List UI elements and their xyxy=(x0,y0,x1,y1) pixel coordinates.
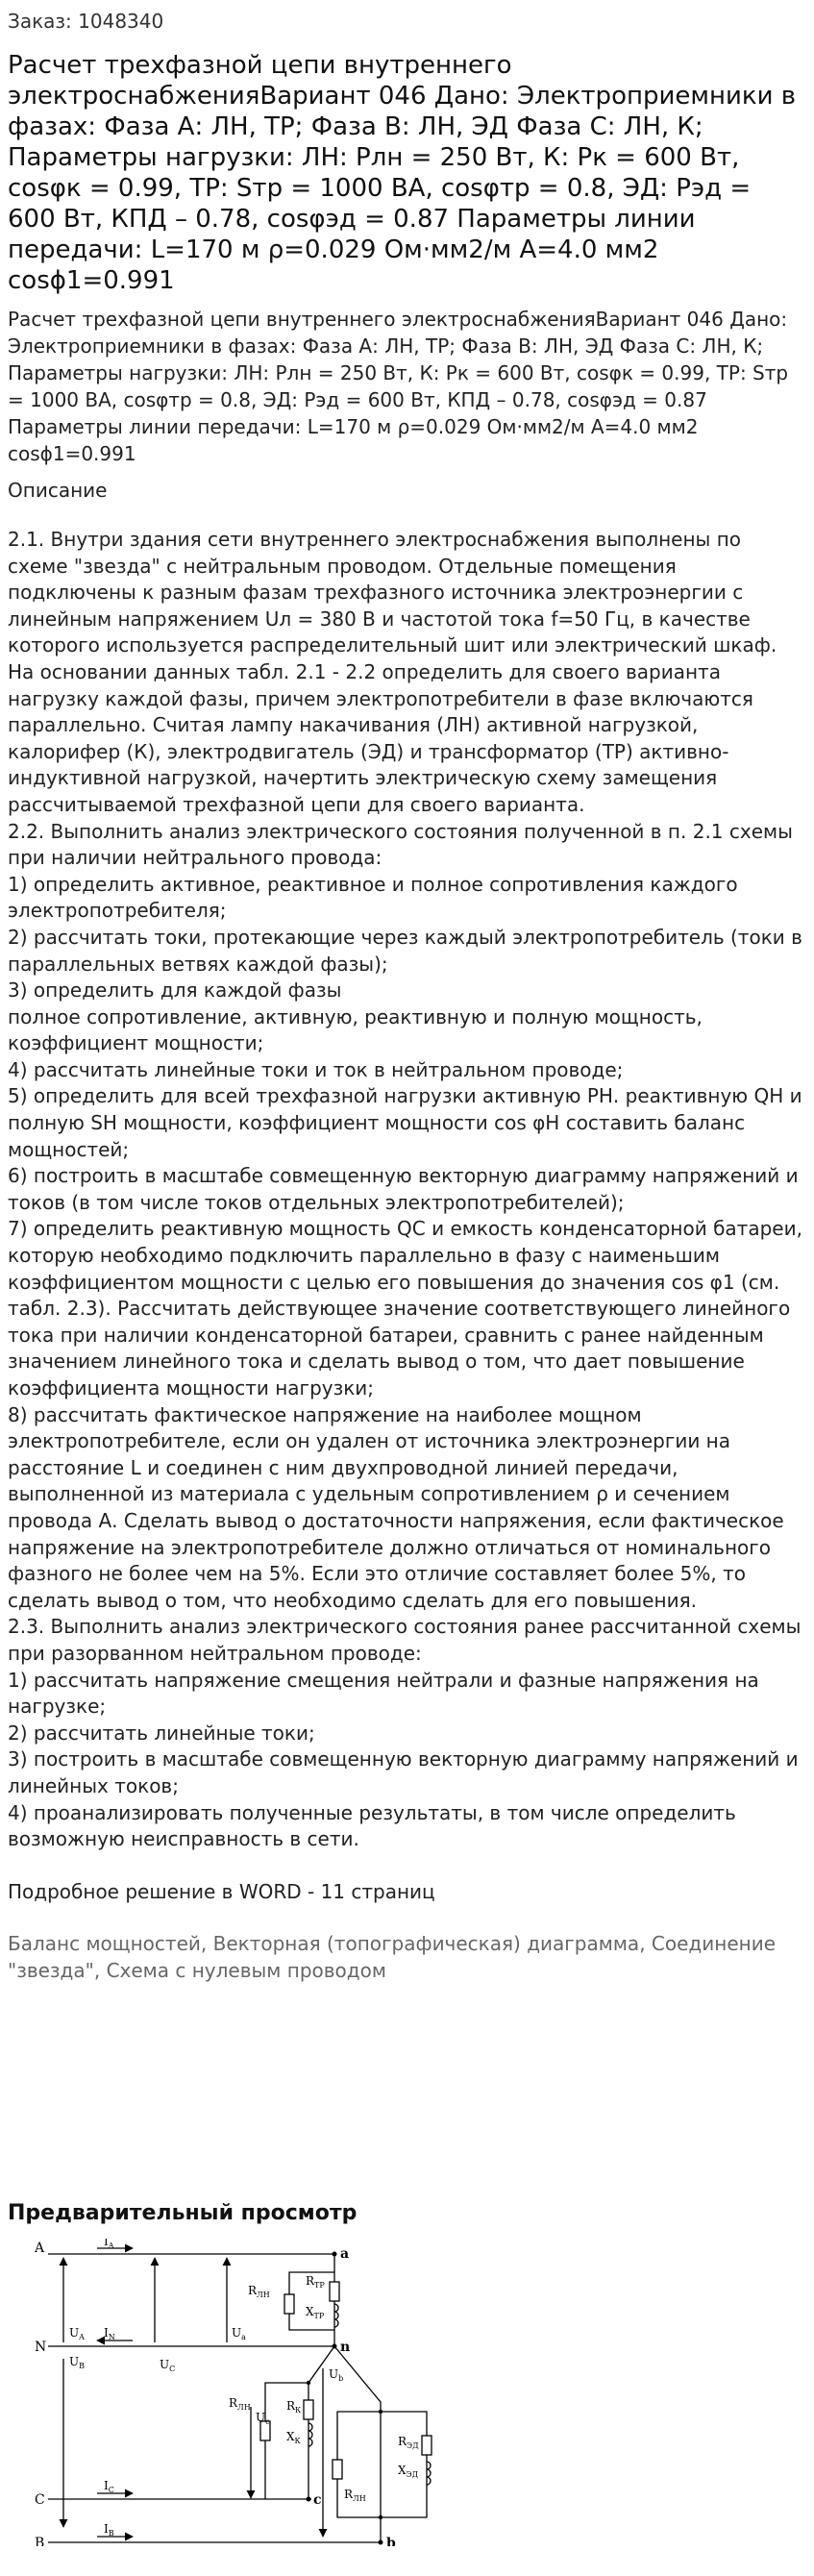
svg-text:RЛН: $R_{ЛН}$ xyxy=(229,2395,251,2412)
description-label: Описание xyxy=(8,479,108,502)
svg-text:RЛН: $R_{ЛН}$ xyxy=(344,2487,366,2503)
page-subtitle: Расчет трехфазной цепи внутреннего электроснабженияВариант 046 Дано: Электроприемники в фазах: Фаза А: ЛН, ТР; Фаза В: ЛН, ЭД Фаза С: ЛН, К; Параметры нагрузки: ЛН: Pлн = 250 Вт, К: Pк = 600 Вт, cosφк = 0.99, ТР: Sтр = 1000 ВА, cosφтр = 0.8, ЭД: Pэд = 600 Вт, КПД – 0.78, cosφэд = 0.87 Параметры линии передачи: L=170 м ρ=0.029 Ом·мм2/м A=4.0 мм2 cosϕ1=0.991 xyxy=(8,308,789,465)
svg-text:XЭД: $X_{ЭД}$ xyxy=(398,2463,419,2479)
resistor-rk xyxy=(304,2400,313,2419)
tag-link[interactable]: Соединение "звезда" xyxy=(8,1931,776,1982)
svg-text:IA: $I_A$ xyxy=(104,2238,114,2250)
svg-text:UB: $U_B$ xyxy=(69,2354,86,2370)
tag-list xyxy=(8,1930,806,1984)
node-b-label: B xyxy=(35,2535,45,2546)
svg-text:Uc: $U_c$ xyxy=(256,2410,270,2426)
word-note: Подробное решение в WORD - 11 страниц xyxy=(8,1879,435,1903)
circuit-diagram xyxy=(35,2239,448,2546)
svg-text:Ub: $U_b$ xyxy=(329,2366,344,2383)
preview-image xyxy=(35,2239,806,2550)
tag-separator: , xyxy=(93,1958,107,1982)
svg-text:RТР: $R_{ТР}$ xyxy=(306,2273,325,2290)
svg-text:UC: $U_C$ xyxy=(160,2357,176,2373)
svg-text:XК: $X_К$ xyxy=(286,2429,301,2445)
resistor-rln-b xyxy=(333,2460,342,2479)
tag-separator: , xyxy=(200,1931,213,1955)
node-a-small-label: a xyxy=(340,2245,350,2262)
tag-link[interactable]: Баланс мощностей xyxy=(8,1931,201,1955)
tag-separator: , xyxy=(639,1931,652,1955)
resistor-rtr xyxy=(330,2282,339,2301)
svg-text:UA: $U_A$ xyxy=(69,2325,85,2341)
node-c-small-label: c xyxy=(313,2491,322,2508)
node-a-label: A xyxy=(35,2240,45,2256)
svg-text:XТР: $X_{ТР}$ xyxy=(306,2304,325,2320)
resistor-rln-a xyxy=(284,2294,294,2314)
node-b-small-label: b xyxy=(386,2535,396,2546)
description-text: 2.1. Внутри здания сети внутреннего электроснабжения выполнены по схеме "звезда" с нейтральным проводом. Отдельные помещения подключены к разным фазам трехфазного источника электроэнергии с линейным напряжением Uл = 380 В и частотой тока f=50 Гц, в качестве которого используется распределительный шит или электрический шкаф. На основании данных табл. 2.1 - 2.2 определить для своего варианта нагрузку каждой фазы, причем электропотребители в фазе включаются параллельно. Считая лампу накачивания (ЛН) активной нагрузкой, калорифер (К), электродвигатель (ЭД) и трансформатор (ТР) активно-индуктивной нагрузкой, начертить электрическую схему замещения рассчитываемой трехфазной цепи для своего варианта. 2.2. Выполнить анализ электрического состояния полученной в п. 2.1 схемы при наличии нейтрального провода: 1) определить активное, реактивное и полное сопротивления каждого электропотребителя; 2) рассчитать токи, протекающие через каждый электропотребитель (токи в параллельных ветвях каждой фазы); 3) определить для каждой фазы полное сопротивление, активную, реактивную и полную мощность, коэффициент мощности; 4) рассчитать линейные токи и ток в нейтральном проводе; 5) определить для всей трехфазной нагрузки активную PН. реактивную QН и полную SН мощности, коэффициент мощности cos φН составить баланс мощностей; 6) построить в масштабе совмещенную векторную диаграмму напряжений и токов (в том числе токов отдельных электропотребителей); 7) определить реактивную мощность QC и емкость конденсаторной батареи, которую необходимо подключить параллельно в фазу с наименьшим коэффициентом мощности с целью его повышения до значения cos φ1 (см. табл. 2.3). Рассчитать действующее значение соответствующего линейного тока при наличии конденсаторной батареи, сравнить с ранее найденным значением линейного тока и сделать вывод о том, что дает повышение коэффициента мощности нагрузки; 8) рассчитать фактическое напряжение на наиболее мощном электропотребителе, если он удален от источника электроэнергии на расстояние L и соединен с ним двухпроводной линией передачи, выполненной из материала с удельным сопротивлением ρ и сечением провода А. Сделать вывод о достаточности напряжения, если фактическое напряжение на электропотребителе должно отличаться от номинального фазного не более чем на 5%. Если это отличие составляет более 5%, то сделать вывод о том, что необходимо сделать для его повышения. 2.3. Выполнить анализ электрического состояния ранее рассчитанной схемы при разорванном нейтральном проводе: 1) рассчитать напряжение смещения нейтрали и фазные напряжения на нагрузке; 2) рассчитать линейные токи; 3) построить в масштабе совмещенную векторную диаграмму напряжений и линейных токов; 4) проанализировать полученные результаты, в том числе определить возможную неисправность в сети. xyxy=(8,528,802,1851)
tag-link[interactable]: Векторная (топографическая) диаграмма xyxy=(212,1931,640,1955)
tag-link[interactable]: Схема с нулевым проводом xyxy=(106,1958,386,1982)
resistor-red xyxy=(422,2436,432,2455)
svg-text:IN: $I_N$ xyxy=(104,2325,115,2341)
svg-text:IC: $I_C$ xyxy=(104,2478,114,2494)
svg-text:IB: $I_B$ xyxy=(104,2521,114,2538)
svg-text:Ua: $U_a$ xyxy=(232,2325,246,2341)
preview-title: Предварительный просмотр xyxy=(8,2200,358,2225)
node-n-small-label: n xyxy=(340,2339,351,2355)
svg-text:RЛН: $R_{ЛН}$ xyxy=(248,2283,270,2299)
page-title: Расчет трехфазной цепи внутреннего электроснабженияВариант 046 Дано: Электроприемники в фазах: Фаза А: ЛН, ТР; Фаза В: ЛН, ЭД Фаза С: ЛН, К; Параметры нагрузки: ЛН: Pлн = 250 Вт, К: Pк = 600 Вт, cosφк = 0.99, ТР: Sтр = 1000 ВА, cosφтр = 0.8, ЭД: Pэд = 600 Вт, КПД – 0.78, cosφэд = 0.87 Параметры линии передачи: L=170 м ρ=0.029 Ом·мм2/м A=4.0 мм2 cosϕ1=0.991 xyxy=(8,51,797,295)
svg-text:RЭД: $R_{ЭД}$ xyxy=(398,2434,419,2450)
order-number: Заказ: 1048340 xyxy=(8,10,164,33)
svg-text:RК: $R_К$ xyxy=(286,2398,302,2415)
node-n-label: N xyxy=(35,2339,47,2355)
node-c-label: C xyxy=(35,2491,45,2508)
